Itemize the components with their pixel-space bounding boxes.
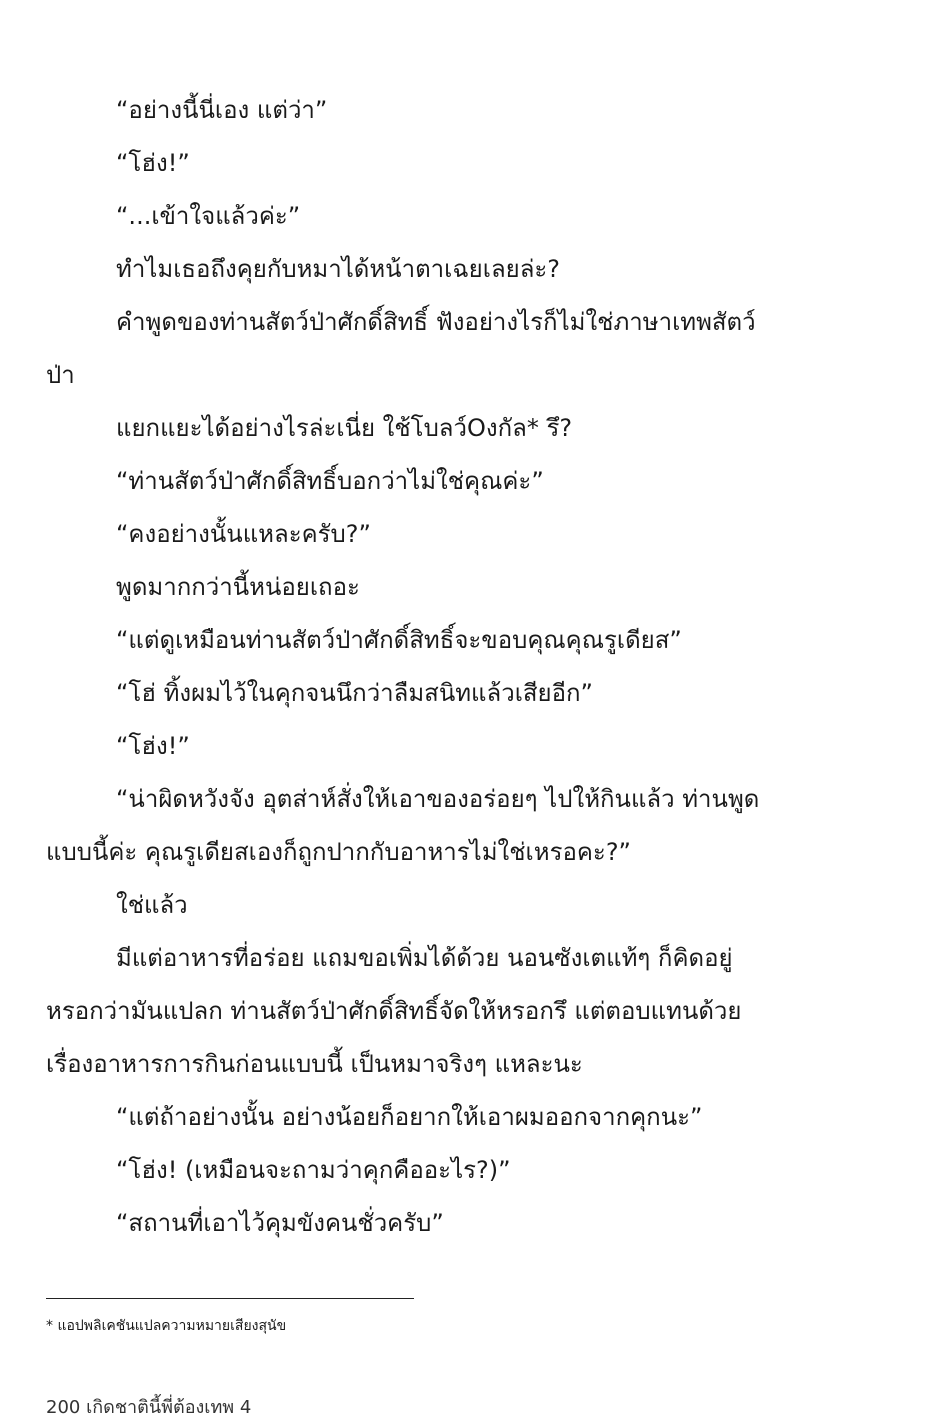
text-line: “โฮ่ง! (เหมือนจะถามว่าคุกคืออะไร?)”	[116, 1156, 511, 1184]
text-line: “โฮ่ง!”	[116, 732, 190, 760]
text-line: แบบนี้ค่ะ คุณรูเดียสเองก็ถูกปากกับอาหารไม่ใช่เหรอคะ?”	[46, 838, 631, 866]
text-line: ป่า	[46, 361, 75, 389]
text-line: “อย่างนี้นี่เอง แต่ว่า”	[116, 96, 328, 124]
text-line: “สถานที่เอาไว้คุมขังคนชั่วครับ”	[116, 1209, 444, 1237]
text-line: “ท่านสัตว์ป่าศักดิ์สิทธิ์บอกว่าไม่ใช่คุณค่ะ”	[116, 467, 544, 495]
page-footer: 200 เกิดชาตินี้พี่ต้องเทพ 4	[46, 1397, 252, 1418]
text-line: “โฮ่ ทิ้งผมไว้ในคุกจนนึกว่าลืมสนิทแล้วเสียอีก”	[116, 679, 593, 707]
text-line: แยกแยะได้อย่างไรล่ะเนี่ย ใช้โบลว์Oงกัล* รึ?	[116, 414, 573, 442]
text-line: เรื่องอาหารการกินก่อนแบบนี้ เป็นหมาจริงๆ แหละนะ	[46, 1050, 583, 1078]
text-line: “น่าผิดหวังจัง อุตส่าห์สั่งให้เอาของอร่อยๆ ไปให้กินแล้ว ท่านพูด	[116, 785, 760, 813]
footnote-divider	[46, 1298, 414, 1299]
footnote: * แอปพลิเคชันแปลความหมายเสียงสุนัข	[46, 1318, 287, 1334]
text-line: “แต่ถ้าอย่างนั้น อย่างน้อยก็อยากให้เอาผมออกจากคุกนะ”	[116, 1103, 703, 1131]
body-text	[46, 84, 806, 1250]
text-line: ทำไมเธอถึงคุยกับหมาได้หน้าตาเฉยเลยล่ะ?	[116, 255, 561, 283]
text-line: มีแต่อาหารที่อร่อย แถมขอเพิ่มได้ด้วย นอนซังเตแท้ๆ ก็คิดอยู่	[116, 944, 733, 972]
text-line: พูดมากกว่านี้หน่อยเถอะ	[116, 573, 360, 601]
text-line: “โฮ่ง!”	[116, 149, 190, 177]
text-line: “...เข้าใจแล้วค่ะ”	[116, 202, 301, 230]
text-line: “คงอย่างนั้นแหละครับ?”	[116, 520, 371, 548]
text-line: คำพูดของท่านสัตว์ป่าศักดิ์สิทธิ์ ฟังอย่างไรก็ไม่ใช่ภาษาเทพสัตว์	[116, 308, 756, 336]
text-line: หรอกว่ามันแปลก ท่านสัตว์ป่าศักดิ์สิทธิ์จัดให้หรอกรึ แต่ตอบแทนด้วย	[46, 997, 742, 1025]
text-line: ใช่แล้ว	[116, 891, 188, 919]
text-line: “แต่ดูเหมือนท่านสัตว์ป่าศักดิ์สิทธิ์จะขอบคุณคุณรูเดียส”	[116, 626, 682, 654]
